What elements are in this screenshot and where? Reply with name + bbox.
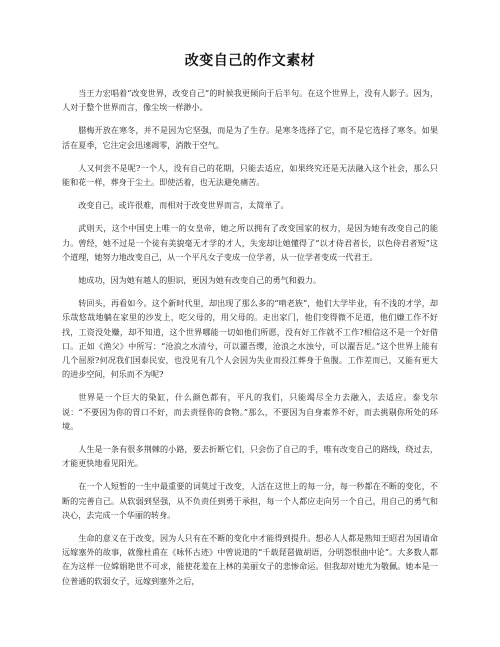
paragraph-3: 人又何尝不是呢?一个人，没有自己的花期，只能去适应，如果终究还是无法融入这个社会，那么只能和花一样，葬身于尘土。即使活着，也无法避免痛苦。 (62, 162, 438, 188)
paragraph-2: 腊梅开放在寒冬，并不是因为它坚强，而是为了生存。是寒冬选择了它，而不是它选择了寒冬。如果活在夏季，它注定会迅速凋零，消散于空气。 (62, 125, 438, 150)
paragraph-8: 世界是一个巨大的染缸，什么颜色都有，平凡的我们，只能竭尽全力去融入，去适应。泰戈尔说：“不要因为你的胃口不好，而去责怪你的食物。”那么，不要因为自身素养不好，而去挑剔你所处的环境。 (62, 392, 438, 431)
paragraph-1: 当王力宏唱着“改变世界，改变自己”的时候我更倾向于后半句。在这个世界上，没有人影子。因为，人对于整个世界而言，像尘埃一样渺小。 (62, 88, 438, 113)
paragraph-11: 生命的意义在于改变，因为人只有在不断的变化中才能得到提升。想必人人都是熟知王昭君为国请命远嫁塞外的故事，就像杜甫在《咏怀古迹》中曾说道的“千载琵琶做胡语，分明怨恨曲中论”。大多数人都在为这样一位嫦娟艳世不可求，能使花羞在上林的美丽女子的悲惨命运。但我却对她尤为敬佩。她本是一位普通的软弱女子，远嫁到塞外之后， (62, 533, 438, 586)
paragraph-5: 武则天，这个中国史上唯一的女皇帝，她之所以拥有了改变国家的权力，是因为她有改变自己的能力。曾经，她不过是一个徒有美貌毫无才学的才人，失宠却让她懂得了“以才侍君者长，以色侍君者短”这个道理，她努力地改变自己，从一个平凡女子变成一位学者，从一位学者变成一代君王。 (62, 223, 438, 262)
paragraph-6: 她成功，因为她有越人的胆识，更因为她有改变自己的勇气和毅力。 (78, 275, 322, 286)
paragraph-7: 转回头，再看如今。这个新时代里，却出现了那么多的“啃老族”，他们大学毕业，有不浅的才学，却乐哉悠哉地躺在家里的沙发上，吃父母的，用父母的。走出家门，他们变得微不足道，他们嫌工作不好找，工资没处赚，却不知道，这个世界哪能一切如他们所愿，没有好工作就不工作?相信这不是一个好借口。正如《渔父》中所写：“沧浪之水清兮，可以濯吾缨，沧浪之水浊兮，可以濯吾足。”这个世界上能有几个屈原?何况我们国泰民安，也没见有几个人会因为失业而投江葬身于鱼腹。工作差而已，又能有更大的进步空间，何乐而不为呢? (62, 298, 438, 380)
document-title: 改变自己的作文素材 (184, 53, 316, 69)
paragraph-4: 改变自己，或许很难，而相对于改变世界而言，太简单了。 (78, 200, 289, 211)
paragraph-10: 在一个人短暂的一生中最重要的词莫过于改变，人活在这世上的每一分，每一秒都在不断的变化，不断的完善自己。从软弱到坚强，从不负责任到勇于承担，每一个人都应走向另一个自己，用自己的勇气和决心，去完成一个华丽的转身。 (62, 481, 438, 520)
paragraph-9: 人生是一条有很多荆棘的小路，要去折断它们，只会伤了自己的手，唯有改变自己的路线，绕过去，才能更快地看见阳光。 (62, 444, 438, 469)
document-body (62, 86, 438, 588)
